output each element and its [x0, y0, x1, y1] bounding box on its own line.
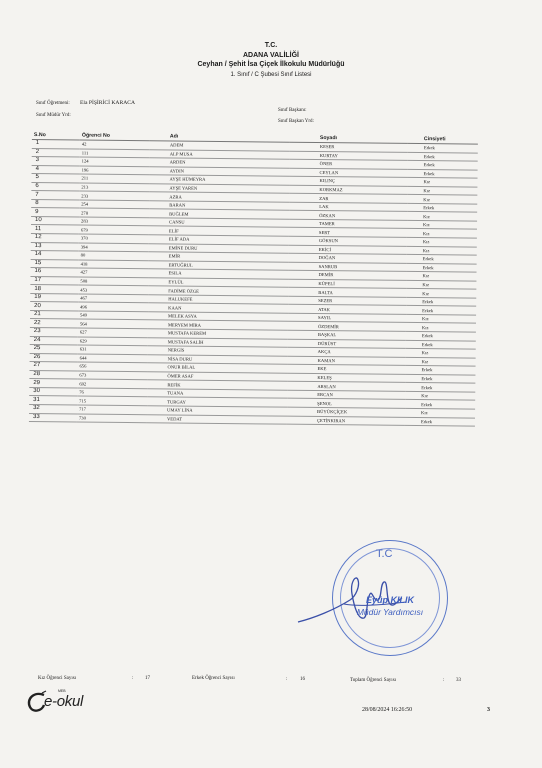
row-last-name: ERCAN	[287, 390, 405, 400]
row-gender: Erkek	[407, 255, 477, 264]
row-gender: Kız	[407, 186, 477, 195]
teacher-label: Sınıf Öğretmeni:	[36, 101, 70, 106]
row-last-name: KILINÇ	[289, 176, 407, 186]
row-student-no: 42	[80, 140, 150, 149]
row-last-name: KESER	[290, 142, 408, 152]
row-sno: 18	[30, 285, 78, 294]
row-gender: Kız	[407, 220, 477, 229]
row-first-name: AZRA	[149, 192, 289, 202]
row-student-no: 627	[78, 328, 148, 337]
stamp-tc: T.C	[376, 548, 393, 560]
row-gender: Kız	[406, 289, 476, 298]
row-first-name: ADEM	[150, 141, 290, 151]
row-gender: Kız	[407, 237, 477, 246]
row-first-name: BUĞLEM	[149, 209, 289, 219]
row-first-name: ELİF	[149, 226, 289, 236]
header-tc: T.C.	[264, 42, 278, 49]
row-student-no: 631	[78, 345, 148, 354]
row-student-no: 196	[80, 166, 150, 175]
row-last-name: GÖKSUN	[289, 236, 407, 246]
girls-count-label: Kız Öğrenci Sayısı	[38, 676, 77, 681]
row-student-no: 370	[79, 234, 149, 243]
girls-colon: :	[132, 676, 134, 681]
row-first-name: ONUR BİLAL	[147, 363, 287, 373]
header-school: Ceyhan / Şehit İsa Çiçek İlkokulu Müdürlüğü	[197, 61, 345, 68]
row-first-name: ERTUĞRUL	[149, 260, 289, 270]
row-student-no: 692	[77, 379, 147, 388]
row-last-name: EKİCİ	[289, 245, 407, 255]
row-last-name: SAYIL	[288, 313, 406, 323]
row-gender: Erkek	[408, 152, 478, 161]
row-first-name: KAAN	[148, 303, 288, 313]
header-first-name: Adı	[150, 131, 290, 142]
row-sno: 25	[30, 345, 78, 354]
row-first-name: MUSTAFA SALİH	[148, 337, 288, 347]
signature-icon	[294, 560, 414, 650]
student-table	[29, 130, 478, 427]
row-student-no: 111	[80, 149, 150, 158]
e-okul-wordmark: e-okul	[44, 693, 84, 710]
row-student-no: 549	[78, 311, 148, 320]
print-datetime: 28/08/2024 16:26:50	[362, 707, 413, 713]
row-gender: Erkek	[406, 331, 476, 340]
row-last-name: ATAK	[288, 305, 406, 315]
row-sno: 9	[31, 208, 79, 217]
row-sno: 33	[29, 413, 77, 422]
row-student-no: 656	[77, 362, 147, 371]
row-first-name: TUANA	[147, 389, 287, 399]
official-stamp	[332, 540, 448, 656]
row-first-name: UMAY LİNA	[147, 406, 287, 416]
row-last-name: DEMİR	[288, 270, 406, 280]
row-sno: 32	[29, 404, 77, 413]
row-gender: Erkek	[406, 340, 476, 349]
row-gender: Kız	[405, 391, 475, 400]
row-first-name: NİSA DURU	[148, 354, 288, 364]
total-count-value: 33	[456, 678, 461, 683]
row-sno: 4	[32, 165, 80, 174]
row-gender: Kız	[407, 195, 477, 204]
row-first-name: MERYEM MİRA	[148, 320, 288, 330]
row-first-name: MUSTAFA KEREM	[148, 329, 288, 339]
header-last-name: Soyadı	[290, 133, 408, 144]
row-first-name: EYLÜL	[148, 277, 288, 287]
row-student-no: 679	[79, 225, 149, 234]
vice-label: Sınıf Müdür Yrd:	[36, 113, 71, 118]
row-student-no: 80	[79, 251, 149, 260]
row-sno: 15	[31, 259, 79, 268]
page-number: 3	[487, 707, 490, 713]
row-gender: Kız	[406, 280, 476, 289]
row-last-name: KELEŞ	[287, 373, 405, 383]
row-sno: 31	[29, 396, 77, 405]
row-sno: 20	[30, 302, 78, 311]
header-gender: Cinsiyeti	[408, 134, 478, 144]
row-gender: Erkek	[405, 383, 475, 392]
row-sno: 13	[31, 242, 79, 251]
teacher-value: Ela PİŞİRİCİ KARACA	[80, 100, 136, 106]
row-gender: Erkek	[405, 366, 475, 375]
row-student-no: 673	[77, 371, 147, 380]
row-sno: 12	[31, 234, 79, 243]
row-student-no: 427	[78, 268, 148, 277]
row-student-no: 283	[79, 217, 149, 226]
row-last-name: SEZER	[288, 296, 406, 306]
row-last-name: LAK	[289, 202, 407, 212]
row-first-name: TURGAY	[147, 397, 287, 407]
stamp-name: Eyüp KILIK	[365, 595, 414, 605]
row-sno: 23	[30, 328, 78, 337]
row-first-name: REFİK	[147, 380, 287, 390]
row-last-name: ARSLAN	[287, 382, 405, 392]
row-first-name: BARAN	[149, 201, 289, 211]
table-body	[29, 139, 478, 426]
row-last-name: BALTA	[288, 287, 406, 297]
row-sno: 11	[31, 225, 79, 234]
president-label: Sınıf Başkanı:	[278, 108, 307, 113]
row-gender: Kız	[407, 212, 477, 221]
row-student-no: 496	[78, 302, 148, 311]
row-gender: Kız	[406, 314, 476, 323]
row-gender: Kız	[407, 178, 477, 187]
row-gender: Erkek	[408, 169, 478, 178]
row-last-name: ÖNER	[290, 159, 408, 169]
row-sno: 16	[30, 268, 78, 277]
row-gender: Kız	[407, 246, 477, 255]
row-first-name: AYŞE YAREN	[149, 183, 289, 193]
row-student-no: 418	[79, 260, 149, 269]
row-last-name: SERT	[289, 228, 407, 238]
row-student-no: 715	[77, 396, 147, 405]
row-student-no: 213	[79, 183, 149, 192]
row-last-name: AKÇA	[288, 347, 406, 357]
row-first-name: EMİR	[149, 252, 289, 262]
row-gender: Erkek	[405, 417, 475, 426]
row-first-name: EMİNE DURU	[149, 243, 289, 253]
row-student-no: 124	[80, 157, 150, 166]
row-sno: 28	[29, 370, 77, 379]
meb-label: MEB	[58, 689, 66, 693]
row-last-name: DÜRÜST	[288, 339, 406, 349]
row-gender: Kız	[407, 229, 477, 238]
row-last-name: KAMAN	[288, 356, 406, 366]
e-okul-logo	[26, 689, 106, 715]
row-gender: Erkek	[407, 203, 477, 212]
president-vice-label: Sınıf Başkan Yrd:	[278, 119, 314, 124]
row-first-name: NERGİS	[148, 346, 288, 356]
row-first-name: FADİME ÖZGE	[148, 286, 288, 296]
row-sno: 24	[30, 336, 78, 345]
row-student-no: 233	[79, 191, 149, 200]
row-sno: 27	[29, 362, 77, 371]
row-first-name: ALP MUSA	[150, 149, 290, 159]
row-student-no: 76	[77, 388, 147, 397]
row-gender: Erkek	[405, 400, 475, 409]
row-last-name: ZAR	[289, 193, 407, 203]
row-last-name: DOĞAN	[289, 253, 407, 263]
row-student-no: 717	[77, 405, 147, 414]
row-student-no: 211	[79, 174, 149, 183]
row-gender: Erkek	[407, 263, 477, 272]
row-sno: 22	[30, 319, 78, 328]
row-gender: Kız	[406, 357, 476, 366]
row-first-name: AYDIN	[150, 166, 290, 176]
row-first-name: HALUKEFE	[148, 295, 288, 305]
row-sno: 21	[30, 310, 78, 319]
row-sno: 26	[30, 353, 78, 362]
row-gender: Kız	[406, 323, 476, 332]
row-gender: Erkek	[406, 297, 476, 306]
row-sno: 29	[29, 379, 77, 388]
row-first-name: ÖMER ASAF	[147, 371, 287, 381]
row-last-name: BÜYÜKÇİÇEK	[287, 407, 405, 417]
row-first-name: VEDAT	[147, 414, 287, 424]
row-last-name: ÖZKAN	[289, 211, 407, 221]
row-student-no: 467	[78, 294, 148, 303]
row-sno: 3	[32, 157, 80, 166]
row-gender: Erkek	[405, 374, 475, 383]
row-sno: 30	[29, 387, 77, 396]
row-last-name: KÜPELİ	[288, 279, 406, 289]
row-first-name: MELEK ASYA	[148, 312, 288, 322]
row-last-name: CEYLAN	[290, 168, 408, 178]
header-student-no: Öğrenci No	[80, 131, 150, 141]
row-student-no: 254	[79, 200, 149, 209]
row-sno: 2	[32, 148, 80, 157]
row-gender: Erkek	[408, 161, 478, 170]
row-sno: 1	[32, 139, 80, 148]
boys-count-label: Erkek Öğrenci Sayısı	[192, 676, 235, 681]
header-sno: S.No	[32, 130, 80, 140]
row-gender: Kız	[405, 408, 475, 417]
row-student-no: 730	[77, 413, 147, 422]
boys-colon: :	[286, 677, 288, 682]
row-student-no: 394	[79, 243, 149, 252]
row-sno: 8	[31, 199, 79, 208]
row-first-name: ESILA	[148, 269, 288, 279]
row-last-name: EKE	[287, 364, 405, 374]
row-first-name: AYŞE HÜMEYRA	[149, 175, 289, 185]
row-last-name: ÖZDEMİR	[288, 322, 406, 332]
total-colon: :	[443, 678, 445, 683]
row-student-no: 508	[78, 277, 148, 286]
row-last-name: KORKMAZ	[289, 185, 407, 195]
row-student-no: 564	[78, 319, 148, 328]
row-sno: 7	[31, 191, 79, 200]
row-sno: 19	[30, 293, 78, 302]
row-sno: 10	[31, 216, 79, 225]
row-student-no: 453	[78, 285, 148, 294]
row-student-no: 629	[78, 337, 148, 346]
row-sno: 17	[30, 276, 78, 285]
row-first-name: ELİF ADA	[149, 235, 289, 245]
total-count-label: Toplam Öğrenci Sayısı	[350, 678, 397, 683]
stamp-role: Müdür Yardımcısı	[356, 607, 424, 617]
row-gender: Erkek	[408, 143, 478, 152]
row-sno: 14	[31, 251, 79, 260]
row-student-no: 278	[79, 208, 149, 217]
row-gender: Kız	[406, 272, 476, 281]
row-last-name: BAŞKAL	[288, 330, 406, 340]
row-student-no: 644	[78, 354, 148, 363]
row-gender: Kız	[406, 349, 476, 358]
row-last-name: SANRUB	[289, 262, 407, 272]
row-last-name: ŞENOL	[287, 399, 405, 409]
header-governorship: ADANA VALİLİĞİ	[243, 52, 299, 59]
boys-count-value: 16	[300, 677, 305, 682]
row-last-name: ÇETİNKIRAN	[287, 416, 405, 426]
row-sno: 5	[31, 174, 79, 183]
row-first-name: ARDEN	[150, 158, 290, 168]
row-gender: Erkek	[406, 306, 476, 315]
row-sno: 6	[31, 182, 79, 191]
row-last-name: TAMER	[289, 219, 407, 229]
girls-count-value: 17	[145, 676, 150, 681]
row-last-name: KURTAY	[290, 151, 408, 161]
header-list-title: 1. Sınıf / C Şubesi Sınıf Listesi	[230, 72, 312, 78]
row-first-name: CANSU	[149, 218, 289, 228]
